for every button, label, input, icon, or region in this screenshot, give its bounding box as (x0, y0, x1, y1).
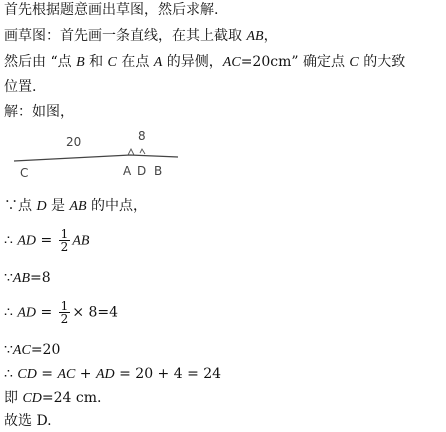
sketch-line (14, 155, 178, 161)
eq-ad-half-ab: ∴ AD = $\frac{1}{2}$ AB (4, 227, 90, 254)
given-midpoint: ∵点 D 是 AB 的中点， (4, 198, 148, 214)
fraction: $\frac{1}{2}$ (60, 299, 69, 326)
sketch-label-a: A (123, 164, 132, 178)
draw-step-3: 位置. (4, 79, 37, 95)
result-cd: 即 CD=24 cm. (4, 390, 102, 406)
eq-cd: ∴ CD = AC + AD = 20 + 4 = 24 (4, 366, 222, 382)
fraction: $\frac{1}{2}$ (60, 227, 69, 254)
sketch-tick-marks (128, 149, 145, 155)
sketch-label-20: 20 (66, 135, 82, 149)
sketch-label-d: D (137, 164, 147, 178)
sketch-label-c: C (20, 166, 29, 180)
sketch-figure (10, 124, 180, 184)
draw-step-1: 画草图：首先画一条直线，在其上截取 AB， (4, 28, 278, 44)
sketch-label-8: 8 (138, 129, 146, 143)
answer-choice: 故选 D. (4, 413, 52, 429)
given-ab: ∵AB=8 (4, 270, 51, 286)
given-ac: ∵AC=20 (4, 342, 61, 358)
solution-intro: 解：如图， (4, 104, 74, 120)
sketch-label-b: B (154, 164, 163, 178)
draw-step-2: 然后由 “点 B 和 C 在点 A 的异侧，AC=20cm” 确定点 C 的大致 (4, 54, 406, 70)
eq-ad-value: ∴ AD = $\frac{1}{2}$ × 8=4 (4, 299, 119, 326)
problem-hint: 首先根据题意画出草图，然后求解. (4, 2, 219, 18)
